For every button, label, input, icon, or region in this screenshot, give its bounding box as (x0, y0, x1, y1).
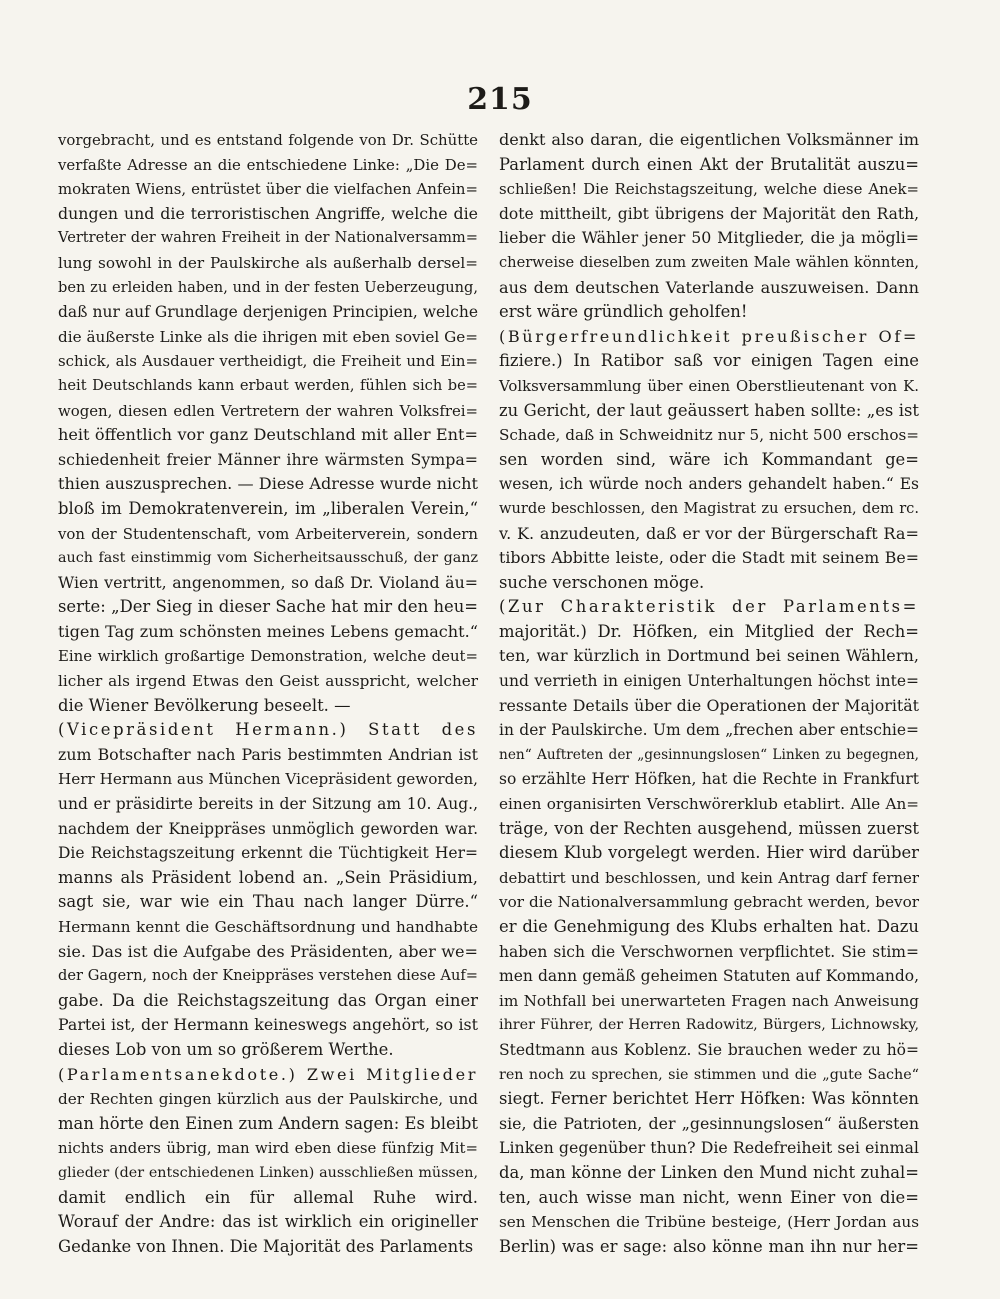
right-column-line: sie, die Patrioten, der „gesinnungslosen“ äußersten (499, 1113, 919, 1133)
left-column-line: bloß im Demokratenverein, im „liberalen Verein,“ (58, 498, 478, 518)
right-column-line: im Nothfall bei unerwarteten Fragen nach Anweisung (499, 991, 919, 1010)
left-column-line: ben zu erleiden haben, und in der festen Ueberzeugung, (58, 278, 478, 296)
left-column-line: dieses Lob von um so größerem Werthe. (58, 1039, 394, 1059)
right-column-line: tibors Abbitte leiste, oder die Stadt mit seinem Be= (499, 548, 919, 568)
right-column-line: vor die Nationalversammlung gebracht werden, bevor (499, 893, 919, 912)
left-column-line: von der Studentenschaft, vom Arbeiterverein, sondern (58, 524, 478, 543)
left-column-line: tigen Tag zum schönsten meines Lebens gemacht.“ (58, 621, 478, 641)
right-column-line: siegt. Ferner berichtet Herr Höfken: Was könnten (499, 1089, 919, 1109)
right-column-line: Volksversammlung über einen Oberstlieutenant von K. (499, 376, 919, 395)
left-text-column (58, 128, 478, 1259)
right-column-line: fiziere.) In Ratibor saß vor einigen Tagen eine (499, 351, 919, 371)
left-column-line: Partei ist, der Hermann keineswegs angehört, so ist (58, 1015, 478, 1035)
right-column-line: debattirt und beschlossen, und kein Antrag darf ferner (499, 868, 919, 887)
left-column-line: die äußerste Linke als die ihrigen mit eben soviel Ge= (58, 327, 478, 346)
right-column-line: (Zur Charakteristik der Parlaments= (499, 597, 919, 617)
right-column-line: Berlin) was er sage: also könne man ihn nur her= (499, 1236, 919, 1256)
left-column-line: zum Botschafter nach Paris bestimmten Andrian ist (58, 744, 478, 764)
left-column-line: der Gagern, noch der Kneippräses verstehen diese Auf= (58, 967, 478, 985)
right-column-line: men dann gemäß geheimen Statuten auf Kommando, (499, 967, 919, 986)
left-column-line: mokraten Wiens, entrüstet über die vielfachen Anfein= (58, 180, 478, 199)
left-column-line: und er präsidirte bereits in der Sitzung am 10. Aug., (58, 795, 478, 814)
left-column-line: heit öffentlich vor ganz Deutschland mit aller Ent= (58, 425, 478, 445)
left-column-line: Gedanke von Ihnen. Die Majorität des Parlaments (58, 1236, 474, 1256)
right-column-line: v. K. anzudeuten, daß er vor der Bürgerschaft Ra= (499, 523, 919, 543)
left-column-line: verfaßte Adresse an die entschiedene Linke: „Die De= (58, 155, 478, 174)
right-column-line: wurde beschlossen, den Magistrat zu ersuchen, dem rc. (499, 499, 919, 517)
right-column-line: haben sich die Verschwornen verpflichtet. Sie stim= (499, 942, 919, 961)
right-column-line: nen“ Auftreten der „gesinnungslosen“ Linken zu begegnen, (499, 746, 919, 763)
right-column-line: suche verschonen möge. (499, 572, 705, 592)
right-column-line: cherweise dieselben zum zweiten Male wählen könnten, (499, 253, 919, 271)
right-column-line: einen organisirten Verschwörerklub etablirt. Alle An= (499, 795, 919, 814)
left-column-line: nachdem der Kneippräses unmöglich geworden war. (58, 819, 478, 838)
right-column-line: ten, auch wisse man nicht, wenn Einer von die= (499, 1187, 919, 1207)
right-column-line: zu Gericht, der laut geäussert haben sollte: „es ist (499, 400, 919, 420)
left-column-line: sagt sie, war wie ein Thau nach langer Dürre.“ (58, 892, 478, 912)
left-column-line: (Vicepräsident Hermann.) Statt des (58, 720, 478, 740)
right-column-line: ressante Details über die Operationen der Majorität (499, 695, 919, 715)
left-column-line: licher als irgend Etwas den Geist ausspricht, welcher (58, 672, 478, 691)
right-column-line: schließen! Die Reichstagszeitung, welche diese Anek= (499, 180, 919, 199)
right-column-line: wesen, ich würde noch anders gehandelt haben.“ Es (499, 475, 919, 494)
right-column-line: ihrer Führer, der Herren Radowitz, Bürgers, Lichnowsky, (499, 1017, 919, 1034)
right-column-line: Schade, daß in Schweidnitz nur 5, nicht 500 erschos= (499, 426, 919, 445)
right-column-line: diesem Klub vorgelegt werden. Hier wird darüber (499, 843, 919, 863)
left-column-line: gabe. Da die Reichstagszeitung das Organ einer (58, 990, 478, 1010)
right-column-line: lieber die Wähler jener 50 Mitglieder, die ja mögli= (499, 228, 919, 248)
left-column-line: wogen, diesen edlen Vertretern der wahren Volksfrei= (58, 401, 478, 420)
left-column-line: schiedenheit freier Männer ihre wärmsten Sympa= (58, 449, 478, 469)
right-column-line: und verrieth in einigen Unterhaltungen höchst inte= (499, 672, 919, 691)
left-column-line: nichts anders übrig, man wird eben diese fünfzig Mit= (58, 1139, 478, 1158)
left-column-line: die Wiener Bevölkerung beseelt. — (58, 695, 351, 715)
left-column-line: thien auszusprechen. — Diese Adresse wurde nicht (58, 474, 478, 494)
left-column-line: Eine wirklich großartige Demonstration, welche deut= (58, 647, 478, 666)
right-column-line: in der Paulskirche. Um dem „frechen aber entschie= (499, 721, 919, 740)
right-column-line: da, man könne der Linken den Mund nicht zuhal= (499, 1162, 919, 1182)
left-column-line: heit Deutschlands kann erbaut werden, fühlen sich be= (58, 376, 478, 394)
left-column-line: manns als Präsident lobend an. „Sein Präsidium, (58, 867, 478, 887)
left-column-line: (Parlamentsanekdote.) Zwei Mitglieder (58, 1064, 478, 1084)
right-column-line: Linken gegenüber thun? Die Redefreiheit sei einmal (499, 1138, 919, 1158)
left-column-line: sie. Das ist die Aufgabe des Präsidenten, aber we= (58, 941, 478, 961)
right-column-line: denkt also daran, die eigentlichen Volksmänner im (499, 130, 919, 149)
left-column-line: dungen und die terroristischen Angriffe, welche die (58, 203, 478, 223)
left-column-line: Vertreter der wahren Freiheit in der Nationalversamm= (58, 229, 478, 247)
right-column-line: Parlament durch einen Akt der Brutalität auszu= (499, 154, 919, 174)
right-column-line: er die Genehmigung des Klubs erhalten hat. Dazu (499, 917, 919, 936)
page-number: 215 (467, 82, 533, 117)
left-column-line: glieder (der entschiedenen Linken) ausschließen müssen, (58, 1164, 478, 1181)
right-column-line: erst wäre gründlich geholfen! (499, 302, 748, 322)
left-column-line: Herr Hermann aus München Vicepräsident geworden, (58, 770, 478, 789)
left-column-line: damit endlich ein für allemal Ruhe wird. (58, 1187, 478, 1207)
right-column-line: ten, war kürzlich in Dortmund bei seinen Wählern, (499, 646, 919, 666)
left-column-line: Wien vertritt, angenommen, so daß Dr. Violand äu= (58, 572, 478, 592)
right-column-line: majorität.) Dr. Höfken, ein Mitglied der Rech= (499, 621, 919, 641)
left-column-line: schick, als Ausdauer vertheidigt, die Freiheit und Ein= (58, 352, 478, 371)
right-column-line: Stedtmann aus Koblenz. Sie brauchen weder zu hö= (499, 1040, 919, 1059)
left-column-line: man hörte den Einen zum Andern sagen: Es bleibt (58, 1113, 478, 1133)
left-column-line: serte: „Der Sieg in dieser Sache hat mir den heu= (58, 597, 478, 617)
right-column-line: so erzählte Herr Höfken, hat die Rechte in Frankfurt (499, 770, 919, 789)
right-column-line: sen worden sind, wäre ich Kommandant ge= (499, 449, 919, 469)
left-column-line: Worauf der Andre: das ist wirklich ein origineller (58, 1212, 478, 1232)
left-column-line: lung sowohl in der Paulskirche als außerhalb dersel= (58, 253, 478, 272)
left-column-line: vorgebracht, und es entstand folgende von Dr. Schütte (58, 131, 478, 149)
right-column-line: ren noch zu sprechen, sie stimmen und die „gute Sache“ (499, 1066, 919, 1083)
right-column-line: träge, von der Rechten ausgehend, müssen zuerst (499, 818, 919, 838)
right-column-line: sen Menschen die Tribüne besteige, (Herr Jordan aus (499, 1213, 919, 1232)
right-column-line: (Bürgerfreundlichkeit preußischer Of= (499, 326, 919, 346)
right-column-line: dote mittheilt, gibt übrigens der Majorität den Rath, (499, 204, 919, 223)
left-column-line: der Rechten gingen kürzlich aus der Paulskirche, und (58, 1090, 478, 1109)
left-column-line: auch fast einstimmig vom Sicherheitsausschuß, der ganz (58, 550, 478, 567)
left-column-line: Hermann kennt die Geschäftsordnung und handhabte (58, 918, 478, 936)
right-text-column (499, 128, 919, 1259)
left-column-line: daß nur auf Grundlage derjenigen Principien, welche (58, 303, 478, 322)
right-column-line: aus dem deutschen Vaterlande auszuweisen. Dann (499, 277, 919, 297)
left-column-line: Die Reichstagszeitung erkennt die Tüchtigkeit Her= (58, 844, 478, 863)
